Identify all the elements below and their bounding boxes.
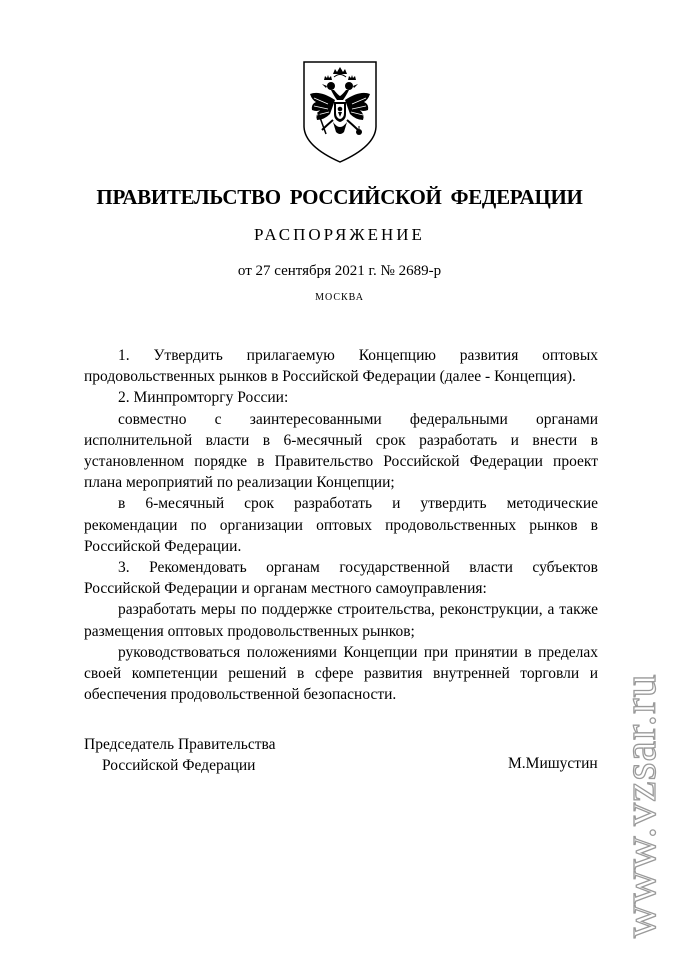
paragraph-5: 3. Рекомендовать органам государственной власти субъектов Российской Федерации и органам местного самоуправления: — [84, 559, 598, 598]
paragraph-6: разработать меры по поддержке строительства, реконструкции, а также размещения оптовых продовольственных рынков; — [84, 601, 598, 640]
site-watermark — [608, 608, 668, 948]
watermark-text: www.vzsar.ru — [614, 673, 665, 938]
document-type-title: РАСПОРЯЖЕНИЕ — [254, 225, 425, 244]
paragraph-2: 2. Минпромторгу России: — [118, 389, 289, 407]
double-headed-eagle-emblem-icon — [300, 60, 380, 164]
document-body — [84, 345, 598, 705]
paragraph-7: руководствоваться положениями Концепции при принятии в пределах своей компетенции решений в сфере развития внутренней торговли и обеспечения продовольственной безопасности. — [84, 643, 598, 704]
paragraph-4: в 6-месячный срок разработать и утвердить методические рекомендации по организации оптовых продовольственных рынков в Российской Федерации. — [84, 495, 598, 555]
document-issuer-title: ПРАВИТЕЛЬСТВО РОССИЙСКОЙ ФЕДЕРАЦИИ — [96, 185, 583, 209]
signatory-position-line2: Российской Федерации — [102, 757, 256, 774]
paragraph-3: совместно с заинтересованными федеральными органами исполнительной власти в 6-месячный срок разработать и внести в установленном порядке в Правительство Российской Федерации проект плана мероприятий по реализации Концепции; — [84, 410, 598, 492]
paragraph-1: 1. Утвердить прилагаемую Концепцию развития оптовых продовольственных рынков в Российской Федерации (далее - Концепция). — [84, 347, 598, 386]
signatory-position — [84, 734, 276, 776]
signatory-position-line1: Председатель Правительства — [84, 736, 276, 753]
document-date-number: от 27 сентября 2021 г. № 2689-р — [237, 263, 442, 279]
signatory-name: М.Мишустин — [508, 755, 598, 772]
document-city: МОСКВА — [315, 292, 364, 303]
